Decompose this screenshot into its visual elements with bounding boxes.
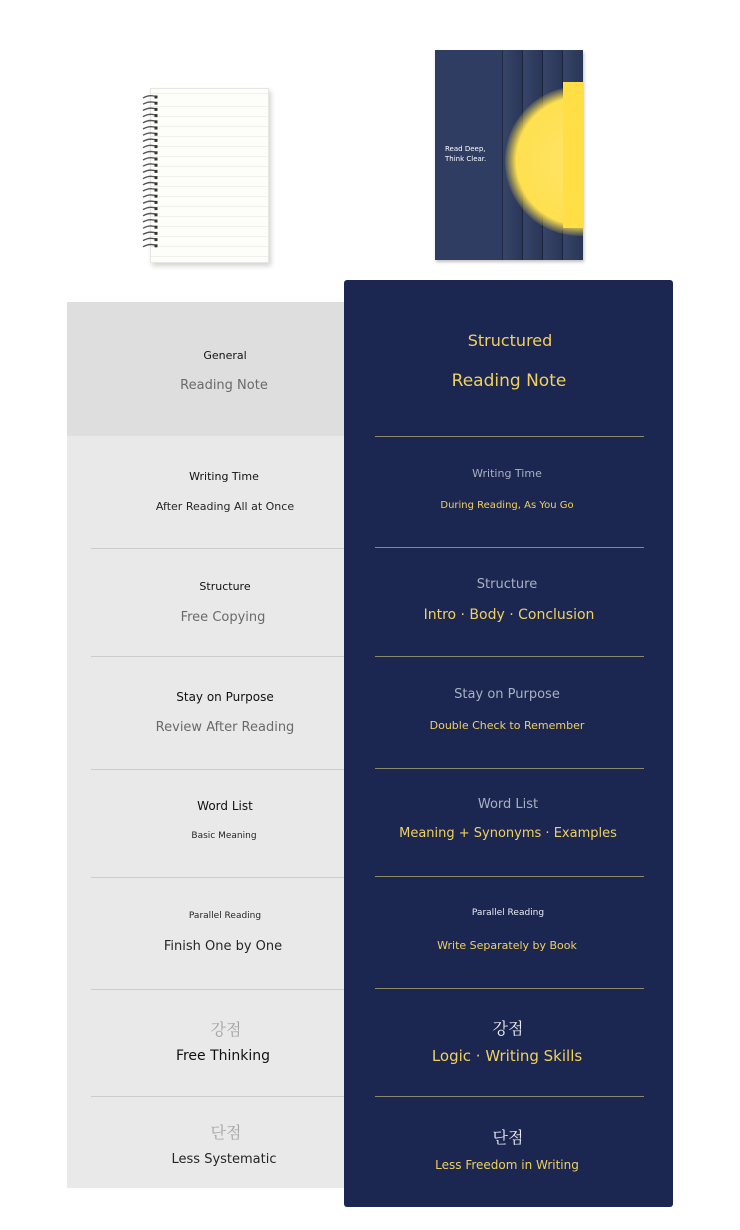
left-value: Free Thinking bbox=[175, 1048, 271, 1064]
right-value: Meaning + Synonyms · Examples bbox=[399, 826, 617, 841]
row-label: 단점 bbox=[210, 1123, 242, 1142]
left-value: Free Copying bbox=[180, 610, 266, 625]
right-header-line2: Reading Note bbox=[451, 371, 567, 391]
left-value: Review After Reading bbox=[155, 720, 295, 735]
right-label: Parallel Reading bbox=[471, 908, 545, 918]
row-label: 강점 bbox=[210, 1020, 242, 1039]
right-value: Write Separately by Book bbox=[437, 939, 577, 952]
right-value: Double Check to Remember bbox=[429, 719, 585, 732]
spiral-binding-icon bbox=[141, 93, 159, 251]
row-label: Parallel Reading bbox=[188, 911, 262, 921]
row-label: Writing Time bbox=[189, 470, 259, 483]
left-value: After Reading All at Once bbox=[155, 500, 295, 513]
right-value: During Reading, As You Go bbox=[440, 500, 574, 511]
left-header-title: Reading Note bbox=[180, 378, 268, 393]
right-label: Stay on Purpose bbox=[454, 687, 560, 702]
general-note-header bbox=[67, 302, 344, 436]
right-label: Structure bbox=[476, 577, 538, 592]
structured-note-column bbox=[344, 280, 673, 1207]
right-header-line1: Structured bbox=[467, 331, 553, 350]
plain-notebook-image bbox=[150, 88, 269, 263]
right-label: 강점 bbox=[492, 1019, 524, 1038]
left-value: Basic Meaning bbox=[191, 831, 257, 841]
book-cover-title: Read Deep, Think Clear. bbox=[445, 145, 487, 163]
book-cover-image bbox=[435, 50, 583, 260]
right-value: Logic · Writing Skills bbox=[431, 1047, 583, 1065]
right-label: Writing Time bbox=[472, 467, 542, 480]
row-label: Word List bbox=[197, 799, 253, 813]
right-value: Intro · Body · Conclusion bbox=[423, 607, 595, 623]
right-label: 단점 bbox=[492, 1128, 524, 1147]
row-label: Structure bbox=[199, 580, 251, 593]
left-value: Finish One by One bbox=[163, 939, 283, 954]
left-header-label: General bbox=[203, 349, 247, 362]
right-value: Less Freedom in Writing bbox=[435, 1158, 579, 1172]
right-label: Word List bbox=[477, 797, 539, 812]
left-value: Less Systematic bbox=[171, 1152, 277, 1167]
row-label: Stay on Purpose bbox=[176, 690, 274, 704]
